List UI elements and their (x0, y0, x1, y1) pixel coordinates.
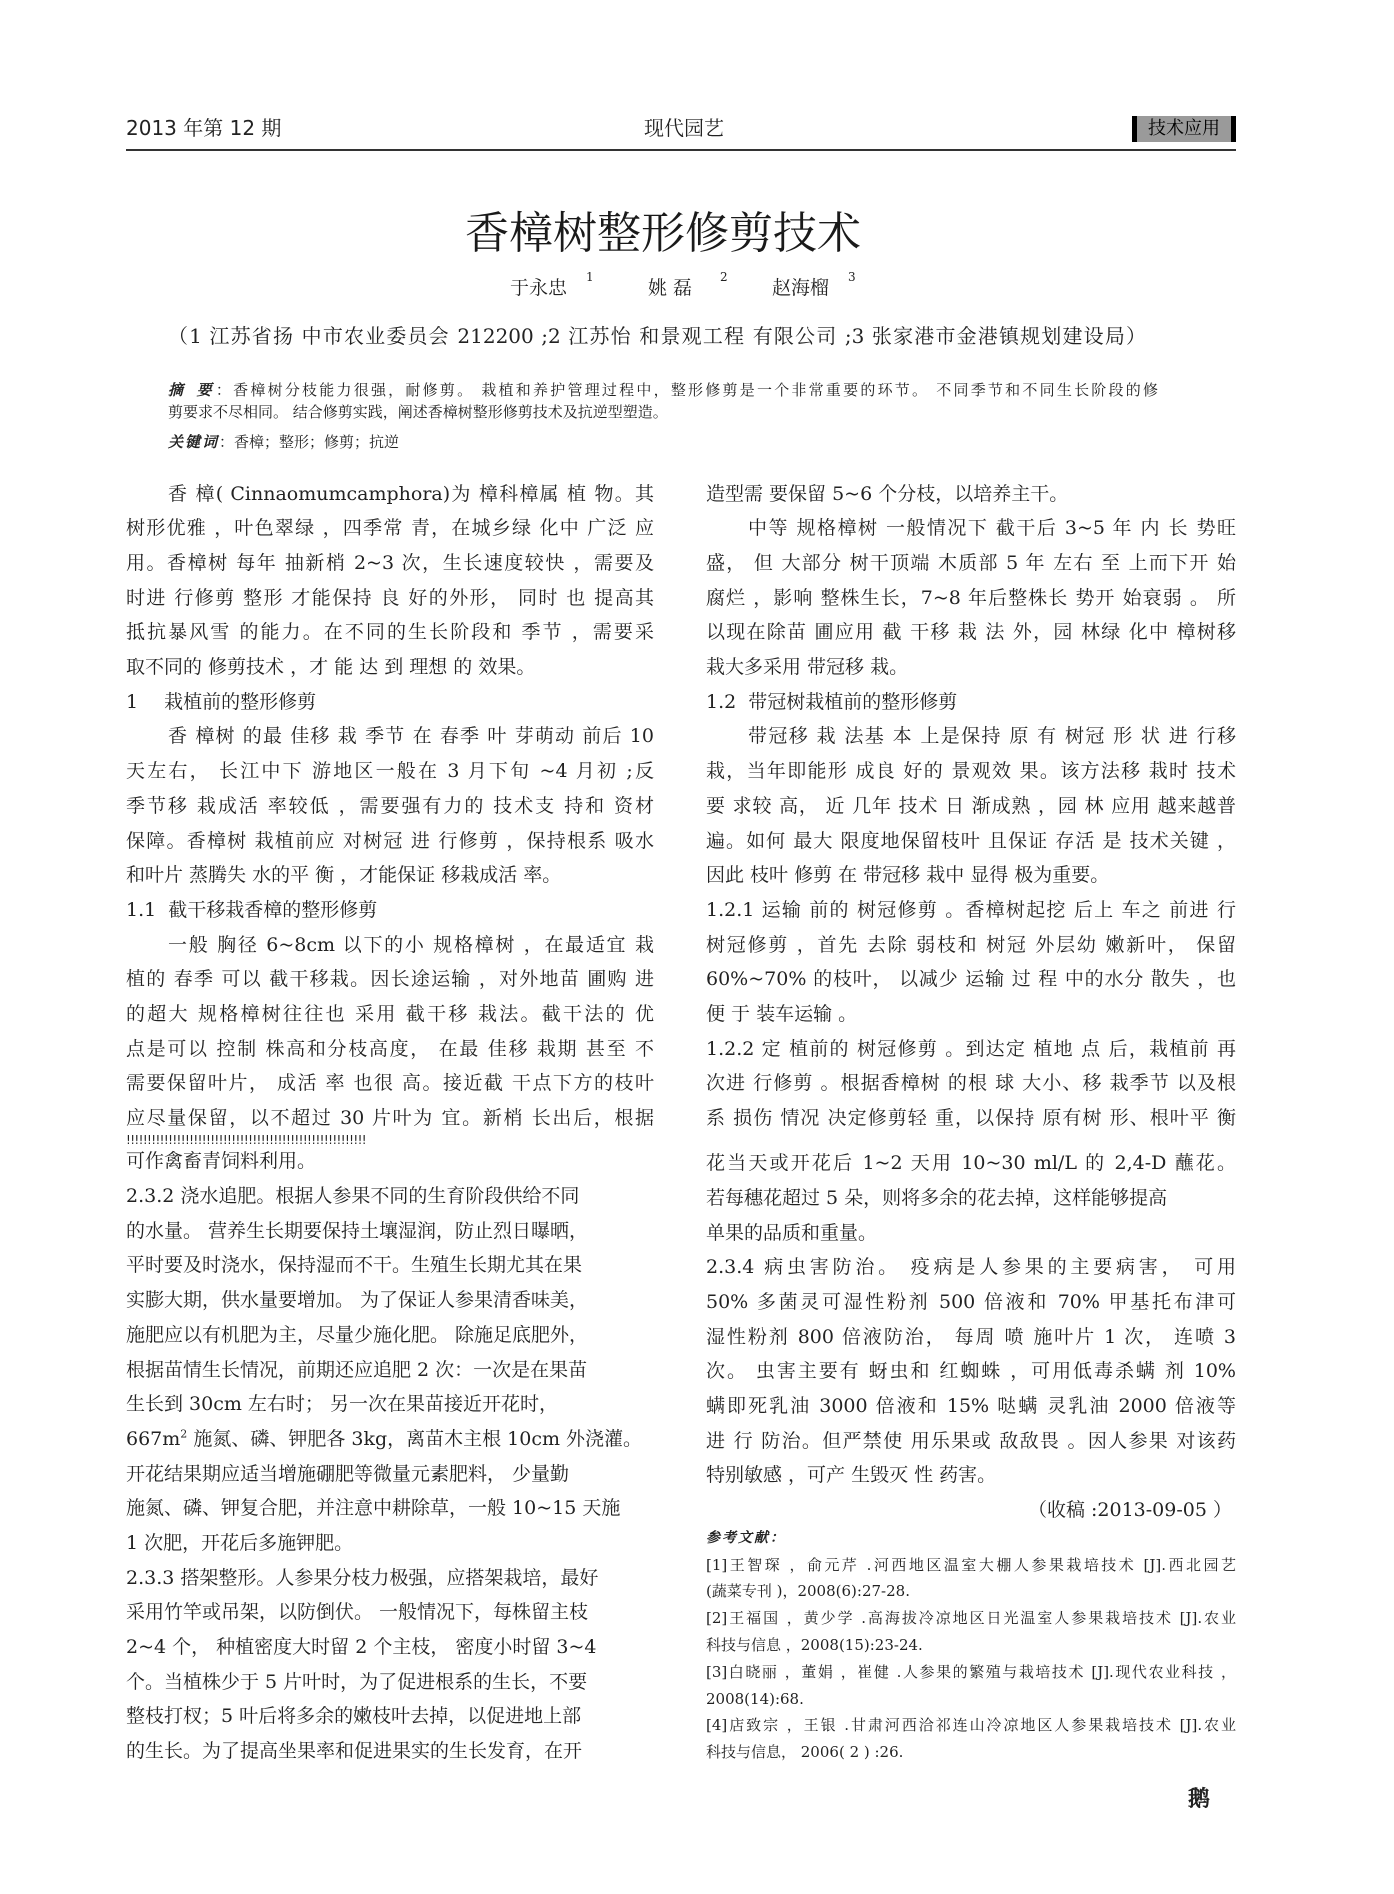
text-line: 应尽量保留，以不超过 30 片叶为 宜。新梢 长出后，根据 (126, 1107, 654, 1130)
header-rule (126, 149, 1236, 151)
text-line: 个。当植株少于 5 片叶时，为了促进根系的生长，不要 (126, 1670, 588, 1693)
text-line: 一般 胸径 6~8cm 以下的小 规格樟树 ，在最适宜 栽 (168, 933, 654, 956)
text-line: 1.2.2 定 植前的 树冠修剪 。到达定 植地 点 后，栽植前 再 (706, 1037, 1236, 1060)
abstract-text: ：香樟树分枝能力很强，耐修剪。 栽植和养护管理过程中，整形修剪是一个非常重要的环节。 不同季节和不同生长阶段的修 (215, 381, 1158, 399)
text-line: 中等 规格樟树 一般情况下 截干后 3~5 年 内 长 势旺 (748, 517, 1236, 540)
text-line: 2~4 个， 种植密度大时留 2 个主枝， 密度小时留 3~4 (126, 1636, 597, 1659)
text-line: 开花结果期应适当增施硼肥等微量元素肥料， 少量勤 (126, 1462, 570, 1485)
paragraph (126, 1561, 654, 1769)
author-name: 姚 磊 (648, 277, 693, 299)
text-line: 树冠修剪 ，首先 去除 弱枝和 树冠 外层幼 嫩新叶， 保留 (706, 933, 1236, 956)
text-line: 以现在除苗 圃应用 截 干移 栽 法 外，园 林绿 化中 樟树移 (706, 621, 1236, 644)
section-title: 栽植前的整形修剪 (164, 690, 317, 713)
text-line: 采用竹竿或吊架，以防倒伏。 一般情况下，每株留主枝 (126, 1601, 589, 1624)
reference-line: [1]王智琛 ，俞元芹 .河西地区温室大棚人参果栽培技术 [J].西北园艺 (706, 1555, 1236, 1574)
text-fragment: 667m (126, 1427, 181, 1450)
text-line: 用。香樟树 每年 抽新梢 2~3 次，生长速度较快 ，需要及 (126, 552, 654, 575)
text-line: 根据苗情生长情况，前期还应追肥 2 次：一次是在果苗 (126, 1358, 588, 1381)
column-gap (706, 1136, 1236, 1147)
text-line: 的超大 规格樟树往往也 采用 截干移 栽法。截干法的 优 (126, 1002, 654, 1025)
text-line: 抵抗暴风雪 的能力。在不同的生长阶段和 季节 ，需要采 (126, 621, 654, 644)
text-line: 单果的品质和重量。 (706, 1221, 878, 1244)
paragraph (706, 893, 1236, 1032)
paragraph (706, 1146, 1236, 1250)
paragraph (126, 928, 654, 1136)
text-line: 特别敏感 ，可产 生毁灭 性 药害。 (706, 1464, 997, 1487)
reference-line: 科技与信息 ，2008(15):23-24. (706, 1636, 923, 1654)
text-line: 1 次肥，开花后多施钾肥。 (126, 1531, 354, 1554)
superscript: 2 (180, 1427, 188, 1441)
section-title: 截干移栽香樟的整形修剪 (168, 898, 378, 921)
author-affiliation-mark: 3 (848, 270, 856, 284)
text-line: 50% 多菌灵可湿性粉剂 500 倍液和 70% 甲基托布津可 (706, 1291, 1236, 1314)
reference-item (706, 1712, 1236, 1766)
keywords-label: 关键词 (168, 433, 220, 451)
affiliation: （1 江苏省扬 中市农业委员会 212200 ;2 江苏怡 和景观工程 有限公司 ;3 张家港市金港镇规划建设局） (168, 324, 1146, 348)
section-number: 1 (126, 690, 139, 713)
text-line: 要 求较 高， 近 几年 技术 日 渐成熟 ，园 林 应用 越来越普 (706, 794, 1236, 817)
paragraph (706, 1032, 1236, 1136)
references-heading: 参考文献： (706, 1529, 786, 1546)
text-line: 1.2.1 运输 前的 树冠修剪 。香樟树起挖 后上 车之 前进 行 (706, 898, 1236, 921)
reference-line: [4]店致宗 ，王银 .甘肃河西洽祁连山冷凉地区人参果栽培技术 [J].农业 (706, 1716, 1236, 1735)
text-fragment: 施氮、磷、钾肥各 3kg，离苗木主根 10cm 外浇灌。 (187, 1427, 643, 1450)
reference-line: (蔬菜专刊 )，2008(6):27-28. (706, 1582, 910, 1601)
paragraph (126, 1179, 654, 1561)
text-line: 栽，当年即能形 成良 好的 景观效 果。该方法移 栽时 技术 (706, 760, 1236, 783)
abstract-line (168, 379, 1158, 401)
text-line: 树形优雅 ，叶色翠绿 ，四季常 青，在城乡绿 化中 广泛 应 (126, 517, 654, 540)
text-line: 栽大多采用 带冠移 栽。 (706, 656, 909, 679)
text-line: 天左右， 长江中下 游地区一般在 3 月下旬 ~4 月初 ;反 (126, 760, 654, 783)
article-title: 香樟树整形修剪技术 (465, 208, 861, 259)
text-line: 便 于 装车运输 。 (706, 1002, 858, 1025)
paragraph (706, 719, 1236, 892)
text-line: 2.3.4 病虫害防治。 疫病是人参果的主要病害， 可用 (706, 1256, 1236, 1279)
text-line: 因此 枝叶 修剪 在 带冠移 栽中 显得 极为重要。 (706, 864, 1110, 887)
paragraph (706, 1250, 1236, 1493)
text-line: 施肥应以有机肥为主，尽量少施化肥。 除施足底肥外， (126, 1323, 589, 1346)
text-line: 腐烂 ，影响 整株生长，7~8 年后整株长 势开 始衰弱 。 所 (706, 586, 1236, 609)
text-line: 植的 春季 可以 截干移栽。因长途运输 ，对外地苗 圃购 进 (126, 968, 654, 991)
text-line: 2.3.3 搭架整形。人参果分枝力极强，应搭架栽培，最好 (126, 1566, 599, 1589)
text-line: 的水量。 营养生长期要保持土壤湿润，防止烈日曝晒， (126, 1219, 589, 1242)
reference-item (706, 1605, 1236, 1659)
page-break-marks: !!!!!!!!!!!!!!!!!!!!!!!!!!!!!!!!!!!!!!!!!!!!!!!!!!!!!!!!! (126, 1132, 367, 1147)
text-line: 带冠移 栽 法基 本 上是保持 原 有 树冠 形 状 进 行移 (748, 725, 1236, 748)
text-line: 整枝打杈；5 叶后将多余的嫩枝叶去掉，以促进地上部 (126, 1705, 582, 1728)
paragraph (706, 511, 1236, 684)
text-line: 季节移 栽成活 率较低 ，需要强有力的 技术支 持和 资材 (126, 794, 654, 817)
left-column (126, 477, 654, 1769)
section-heading (706, 685, 1236, 720)
text-line: 遍。如何 最大 限度地保留枝叶 且保证 存活 是 技术关键 ， (706, 829, 1236, 852)
text-line: 次。 虫害主要有 蚜虫和 红蜘蛛 ，可用低毒杀螨 剂 10% (706, 1360, 1236, 1383)
right-column (706, 477, 1236, 1766)
text-line: 实膨大期，供水量要增加。 为了保证人参果清香味美， (126, 1289, 589, 1312)
text-line: 和叶片 蒸腾失 水的平 衡 ，才能保证 移栽成活 率。 (126, 864, 562, 887)
text-line: 香 樟( Cinnaomumcamphora)为 樟科樟属 植 物。其 (168, 482, 654, 505)
paragraph (126, 719, 654, 892)
text-line: 香 樟树 的最 佳移 栽 季节 在 春季 叶 芽萌动 前后 10 (168, 725, 654, 748)
issue-number: 2013 年第 12 期 (126, 116, 282, 140)
text-line: 2.3.2 浇水追肥。根据人参果不同的生育阶段供给不同 (126, 1185, 580, 1208)
journal-name: 现代园艺 (644, 116, 724, 140)
keywords-line (168, 431, 399, 453)
text-line: 时进 行修剪 整形 才能保持 良 好的外形， 同时 也 提高其 (126, 586, 654, 609)
text-line: 次进 行修剪 。根据香樟树 的根 球 大小、移 栽季节 以及根 (706, 1072, 1236, 1095)
text-line: 生长到 30cm 左右时； 另一次在果苗接近开花时， (126, 1393, 558, 1416)
keywords-text: ：香樟；整形；修剪；抗逆 (219, 433, 400, 451)
text-line: 盛， 但 大部分 树干顶端 木质部 5 年 左右 至 上而下开 始 (706, 552, 1236, 575)
text-line: 花当天或开花后 1~2 天用 10~30 ml/L 的 2,4-D 蘸花。 (706, 1152, 1236, 1175)
abstract-label: 摘 要 (168, 381, 216, 399)
received-date: （收稿 :2013-09-05 ） (1027, 1499, 1232, 1522)
section-heading (126, 685, 654, 720)
section-title: 带冠树栽植前的整形修剪 (748, 690, 958, 713)
text-line: 系 损伤 情况 决定修剪轻 重，以保持 原有树 形、根叶平 衡 (706, 1107, 1236, 1130)
text-line: 平时要及时浇水，保持湿而不干。生殖生长期尤其在果 (126, 1254, 583, 1277)
text-line: 点是可以 控制 株高和分枝高度， 在最 佳移 栽期 甚至 不 (126, 1037, 654, 1060)
text-line: 的生长。为了提高坐果率和促进果实的生长发育，在开 (126, 1740, 583, 1763)
text-line: 螨即死乳油 3000 倍液和 15% 哒螨 灵乳油 2000 倍液等 (706, 1395, 1236, 1418)
column-tag: 技术应用 (1132, 116, 1236, 142)
author-affiliation-mark: 1 (586, 270, 594, 284)
text-line: 取不同的 修剪技术 ，才 能 达 到 理想 的 效果。 (126, 656, 536, 679)
text-line (126, 1422, 654, 1457)
section-number: 1.1 (126, 898, 157, 921)
text-line: 施氮、磷、钾复合肥，并注意中耕除草，一般 10~15 天施 (126, 1497, 621, 1520)
author-name: 赵海榴 (772, 277, 830, 299)
section-number: 1.2 (706, 690, 737, 713)
text-line: 若每穗花超过 5 朵，则将多余的花去掉，这样能够提高 (706, 1186, 1168, 1209)
text-line: 保障。香樟树 栽植前应 对树冠 进 行修剪 ，保持根系 吸水 (126, 829, 654, 852)
reference-line: [2]王福国 ，黄少学 .高海拔冷凉地区日光温室人参果栽培技术 [J].农业 (706, 1609, 1236, 1628)
section-heading (126, 893, 654, 928)
text-line: 需要保留叶片， 成活 率 也很 高。接近截 干点下方的枝叶 (126, 1072, 654, 1095)
reference-item (706, 1659, 1236, 1713)
page-mark: 鹅 (1188, 1786, 1211, 1812)
text-line: 可作禽畜青饲料利用。 (126, 1150, 317, 1173)
reference-line: 科技与信息， 2006( 2 ) :26. (706, 1743, 904, 1762)
text-line: 60%~70% 的枝叶， 以减少 运输 过 程 中的水分 散失 ，也 (706, 968, 1236, 991)
text-line: 造型需 要保留 5~6 个分枝，以培养主干。 (706, 482, 1069, 505)
text-line: 湿性粉剂 800 倍液防治， 每周 喷 施叶片 1 次， 连喷 3 (706, 1325, 1236, 1348)
text-line: 进 行 防治。但严禁使 用乐果或 敌敌畏 。因人参果 对该药 (706, 1429, 1236, 1452)
reference-line: 2008(14):68. (706, 1689, 804, 1708)
author-affiliation-mark: 2 (720, 270, 728, 284)
author-name: 于永忠 (510, 277, 568, 299)
reference-line: [3]白晓丽 ，董娟 ，崔健 .人参果的繁殖与栽培技术 [J].现代农业科技 ， (706, 1662, 1236, 1681)
paragraph (126, 477, 654, 685)
reference-item (706, 1552, 1236, 1606)
abstract-line: 剪要求不尽相同。 结合修剪实践，阐述香樟树整形修剪技术及抗逆型塑造。 (168, 403, 668, 421)
